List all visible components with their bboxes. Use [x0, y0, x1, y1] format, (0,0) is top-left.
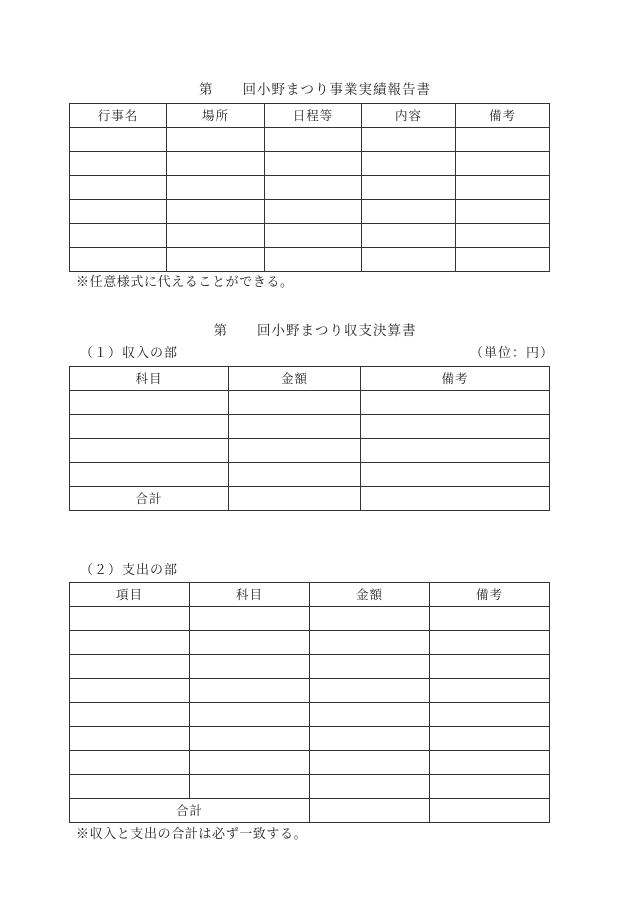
table-cell[interactable] [456, 176, 550, 200]
income-header-row [70, 367, 550, 391]
table-cell[interactable] [310, 679, 430, 703]
table-row [70, 128, 550, 152]
table-row [70, 679, 550, 703]
table-cell[interactable] [167, 176, 265, 200]
table-cell[interactable] [310, 631, 430, 655]
table-cell[interactable] [70, 152, 167, 176]
table-cell[interactable] [430, 679, 550, 703]
report-note: ※任意様式に代えることができる。 [76, 275, 294, 290]
table-cell[interactable] [361, 391, 550, 415]
table-row [70, 631, 550, 655]
report-header-event: 行事名 [70, 104, 167, 128]
table-cell[interactable] [430, 751, 550, 775]
table-cell[interactable] [70, 703, 190, 727]
table-row [70, 224, 550, 248]
expense-total-label: 合計 [70, 799, 310, 823]
report-header-remarks: 備考 [456, 104, 550, 128]
table-row [70, 463, 550, 487]
table-cell[interactable] [361, 415, 550, 439]
expense-section-label: （２）支出の部 [80, 563, 179, 578]
table-cell[interactable] [456, 128, 550, 152]
table-cell[interactable] [190, 607, 310, 631]
table-cell[interactable] [265, 176, 362, 200]
expense-header-amount: 金額 [310, 583, 430, 607]
table-cell[interactable] [430, 655, 550, 679]
table-cell[interactable] [70, 607, 190, 631]
table-cell[interactable] [310, 775, 430, 799]
table-cell[interactable] [362, 152, 456, 176]
table-row [70, 152, 550, 176]
table-row [70, 176, 550, 200]
table-cell[interactable] [70, 128, 167, 152]
table-cell[interactable] [70, 176, 167, 200]
table-cell[interactable] [456, 200, 550, 224]
table-cell[interactable] [361, 463, 550, 487]
table-cell[interactable] [430, 631, 550, 655]
table-row [70, 200, 550, 224]
expense-total-row [70, 799, 550, 823]
income-total-label: 合計 [70, 487, 229, 511]
table-cell[interactable] [190, 727, 310, 751]
table-cell[interactable] [362, 176, 456, 200]
table-cell[interactable] [70, 751, 190, 775]
table-cell[interactable] [70, 248, 167, 272]
table-cell[interactable] [70, 439, 229, 463]
expense-header-row [70, 583, 550, 607]
table-cell[interactable] [265, 128, 362, 152]
table-cell[interactable] [70, 631, 190, 655]
income-header-remarks: 備考 [361, 367, 550, 391]
table-cell[interactable] [361, 439, 550, 463]
report-title: 第 回小野まつり事業実績報告書 [199, 82, 431, 98]
table-cell[interactable] [456, 248, 550, 272]
table-cell[interactable] [362, 200, 456, 224]
table-cell[interactable] [310, 751, 430, 775]
settlement-title: 第 回小野まつり収支決算書 [213, 323, 417, 339]
table-row [70, 703, 550, 727]
report-table [69, 103, 550, 272]
report-header-content: 内容 [362, 104, 456, 128]
table-cell[interactable] [70, 415, 229, 439]
table-cell[interactable] [167, 152, 265, 176]
table-row [70, 655, 550, 679]
settlement-note: ※収入と支出の合計は必ず一致する。 [76, 827, 308, 842]
table-cell[interactable] [229, 439, 361, 463]
expense-header-remarks: 備考 [430, 583, 550, 607]
table-cell[interactable] [190, 631, 310, 655]
table-cell[interactable] [70, 679, 190, 703]
income-header-amount: 金額 [229, 367, 361, 391]
table-row [70, 751, 550, 775]
table-cell[interactable] [362, 128, 456, 152]
expense-header-item: 科目 [190, 583, 310, 607]
expense-total-remarks[interactable] [430, 799, 550, 823]
table-cell[interactable] [190, 751, 310, 775]
table-cell[interactable] [310, 607, 430, 631]
income-total-remarks[interactable] [361, 487, 550, 511]
table-cell[interactable] [265, 224, 362, 248]
table-cell[interactable] [430, 727, 550, 751]
table-cell[interactable] [362, 224, 456, 248]
table-cell[interactable] [265, 200, 362, 224]
table-cell[interactable] [70, 200, 167, 224]
table-row [70, 607, 550, 631]
income-header-item: 科目 [70, 367, 229, 391]
table-cell[interactable] [265, 152, 362, 176]
income-total-amount[interactable] [229, 487, 361, 511]
table-cell[interactable] [229, 415, 361, 439]
expense-table [69, 582, 550, 823]
table-cell[interactable] [167, 224, 265, 248]
table-cell[interactable] [430, 607, 550, 631]
table-row [70, 415, 550, 439]
income-section-label: （１）収入の部 [80, 346, 179, 361]
expense-total-amount[interactable] [310, 799, 430, 823]
table-cell[interactable] [190, 655, 310, 679]
table-row [70, 775, 550, 799]
table-row [70, 391, 550, 415]
table-cell[interactable] [190, 703, 310, 727]
table-cell[interactable] [265, 248, 362, 272]
table-row [70, 248, 550, 272]
table-cell[interactable] [167, 200, 265, 224]
table-cell[interactable] [70, 655, 190, 679]
table-cell[interactable] [310, 655, 430, 679]
table-cell[interactable] [310, 703, 430, 727]
expense-header-category: 項目 [70, 583, 190, 607]
table-row [70, 439, 550, 463]
table-cell[interactable] [430, 775, 550, 799]
table-cell[interactable] [70, 727, 190, 751]
table-cell[interactable] [229, 391, 361, 415]
table-cell[interactable] [430, 703, 550, 727]
report-header-place: 場所 [167, 104, 265, 128]
income-total-row [70, 487, 550, 511]
report-header-row [70, 104, 550, 128]
table-cell[interactable] [362, 248, 456, 272]
unit-label: （単位：円） [470, 346, 555, 361]
table-cell[interactable] [70, 463, 229, 487]
table-cell[interactable] [70, 775, 190, 799]
table-cell[interactable] [456, 224, 550, 248]
table-cell[interactable] [167, 128, 265, 152]
table-cell[interactable] [229, 463, 361, 487]
table-cell[interactable] [70, 224, 167, 248]
table-cell[interactable] [456, 152, 550, 176]
table-cell[interactable] [190, 775, 310, 799]
table-cell[interactable] [70, 391, 229, 415]
table-cell[interactable] [310, 727, 430, 751]
table-cell[interactable] [190, 679, 310, 703]
income-table [69, 366, 550, 511]
table-cell[interactable] [167, 248, 265, 272]
report-header-schedule: 日程等 [265, 104, 362, 128]
table-row [70, 727, 550, 751]
